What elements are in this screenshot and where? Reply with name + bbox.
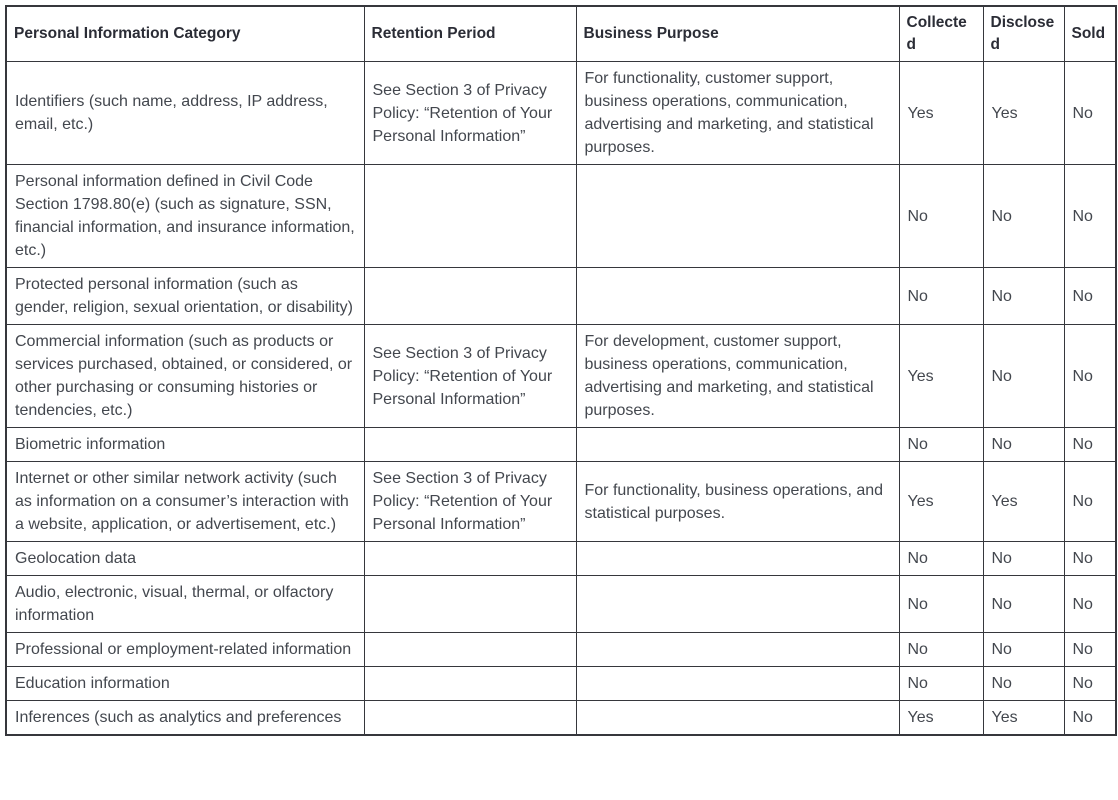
disclosed-cell: No bbox=[983, 268, 1064, 325]
purpose-cell bbox=[576, 633, 899, 667]
sold-cell: No bbox=[1064, 428, 1116, 462]
category-cell: Identifiers (such name, address, IP address, email, etc.) bbox=[6, 62, 364, 165]
table-row bbox=[6, 62, 1116, 165]
collected-cell: Yes bbox=[899, 462, 983, 542]
disclosed-cell: Yes bbox=[983, 62, 1064, 165]
disclosed-cell: No bbox=[983, 542, 1064, 576]
collected-cell: Yes bbox=[899, 62, 983, 165]
sold-cell: No bbox=[1064, 542, 1116, 576]
category-cell: Education information bbox=[6, 667, 364, 701]
purpose-cell: For functionality, business operations, and statistical purposes. bbox=[576, 462, 899, 542]
retention-cell: See Section 3 of Privacy Policy: “Retention of Your Personal Information” bbox=[364, 462, 576, 542]
retention-cell bbox=[364, 542, 576, 576]
purpose-cell bbox=[576, 667, 899, 701]
column-header-disclosed: Disclosed bbox=[983, 6, 1064, 62]
disclosed-cell: No bbox=[983, 428, 1064, 462]
disclosed-cell: No bbox=[983, 633, 1064, 667]
sold-cell: No bbox=[1064, 667, 1116, 701]
table-row bbox=[6, 462, 1116, 542]
disclosed-cell: No bbox=[983, 325, 1064, 428]
purpose-cell bbox=[576, 268, 899, 325]
retention-cell bbox=[364, 633, 576, 667]
category-cell: Personal information defined in Civil Code Section 1798.80(e) (such as signature, SSN, financial information, and insurance information, etc.) bbox=[6, 165, 364, 268]
column-header-purpose: Business Purpose bbox=[576, 6, 899, 62]
sold-cell: No bbox=[1064, 462, 1116, 542]
retention-cell bbox=[364, 667, 576, 701]
collected-cell: No bbox=[899, 165, 983, 268]
table-row bbox=[6, 165, 1116, 268]
table-row bbox=[6, 268, 1116, 325]
sold-cell: No bbox=[1064, 325, 1116, 428]
purpose-cell: For development, customer support, business operations, communication, advertising and marketing, and statistical purposes. bbox=[576, 325, 899, 428]
sold-cell: No bbox=[1064, 165, 1116, 268]
sold-cell: No bbox=[1064, 268, 1116, 325]
table-row bbox=[6, 576, 1116, 633]
category-cell: Protected personal information (such as gender, religion, sexual orientation, or disability) bbox=[6, 268, 364, 325]
collected-cell: No bbox=[899, 576, 983, 633]
collected-cell: Yes bbox=[899, 325, 983, 428]
column-header-collected: Collected bbox=[899, 6, 983, 62]
table-row bbox=[6, 701, 1116, 736]
table-row bbox=[6, 428, 1116, 462]
personal-information-table bbox=[5, 5, 1117, 736]
category-cell: Geolocation data bbox=[6, 542, 364, 576]
retention-cell bbox=[364, 576, 576, 633]
collected-cell: No bbox=[899, 428, 983, 462]
disclosed-cell: No bbox=[983, 667, 1064, 701]
table-row bbox=[6, 325, 1116, 428]
column-header-category: Personal Information Category bbox=[6, 6, 364, 62]
disclosed-cell: No bbox=[983, 576, 1064, 633]
table-header bbox=[6, 6, 1116, 62]
purpose-cell: For functionality, customer support, business operations, communication, advertising and marketing, and statistical purposes. bbox=[576, 62, 899, 165]
sold-cell: No bbox=[1064, 633, 1116, 667]
sold-cell: No bbox=[1064, 62, 1116, 165]
sold-cell: No bbox=[1064, 701, 1116, 736]
table-row bbox=[6, 633, 1116, 667]
purpose-cell bbox=[576, 165, 899, 268]
header-row bbox=[6, 6, 1116, 62]
purpose-cell bbox=[576, 428, 899, 462]
category-cell: Professional or employment-related information bbox=[6, 633, 364, 667]
retention-cell bbox=[364, 268, 576, 325]
retention-cell bbox=[364, 701, 576, 736]
collected-cell: No bbox=[899, 542, 983, 576]
collected-cell: No bbox=[899, 633, 983, 667]
retention-cell: See Section 3 of Privacy Policy: “Retention of Your Personal Information” bbox=[364, 325, 576, 428]
sold-cell: No bbox=[1064, 576, 1116, 633]
purpose-cell bbox=[576, 576, 899, 633]
disclosed-cell: Yes bbox=[983, 462, 1064, 542]
category-cell: Biometric information bbox=[6, 428, 364, 462]
disclosed-cell: No bbox=[983, 165, 1064, 268]
table-row bbox=[6, 542, 1116, 576]
purpose-cell bbox=[576, 701, 899, 736]
category-cell: Internet or other similar network activity (such as information on a consumer’s interaction with a website, application, or advertisement, etc.) bbox=[6, 462, 364, 542]
purpose-cell bbox=[576, 542, 899, 576]
collected-cell: No bbox=[899, 268, 983, 325]
table-body bbox=[6, 62, 1116, 736]
category-cell: Commercial information (such as products or services purchased, obtained, or considered, or other purchasing or consuming histories or tendencies, etc.) bbox=[6, 325, 364, 428]
column-header-retention: Retention Period bbox=[364, 6, 576, 62]
retention-cell: See Section 3 of Privacy Policy: “Retention of Your Personal Information” bbox=[364, 62, 576, 165]
disclosed-cell: Yes bbox=[983, 701, 1064, 736]
column-header-sold: Sold bbox=[1064, 6, 1116, 62]
retention-cell bbox=[364, 165, 576, 268]
category-cell: Inferences (such as analytics and preferences bbox=[6, 701, 364, 736]
collected-cell: Yes bbox=[899, 701, 983, 736]
category-cell: Audio, electronic, visual, thermal, or olfactory information bbox=[6, 576, 364, 633]
table-row bbox=[6, 667, 1116, 701]
collected-cell: No bbox=[899, 667, 983, 701]
retention-cell bbox=[364, 428, 576, 462]
